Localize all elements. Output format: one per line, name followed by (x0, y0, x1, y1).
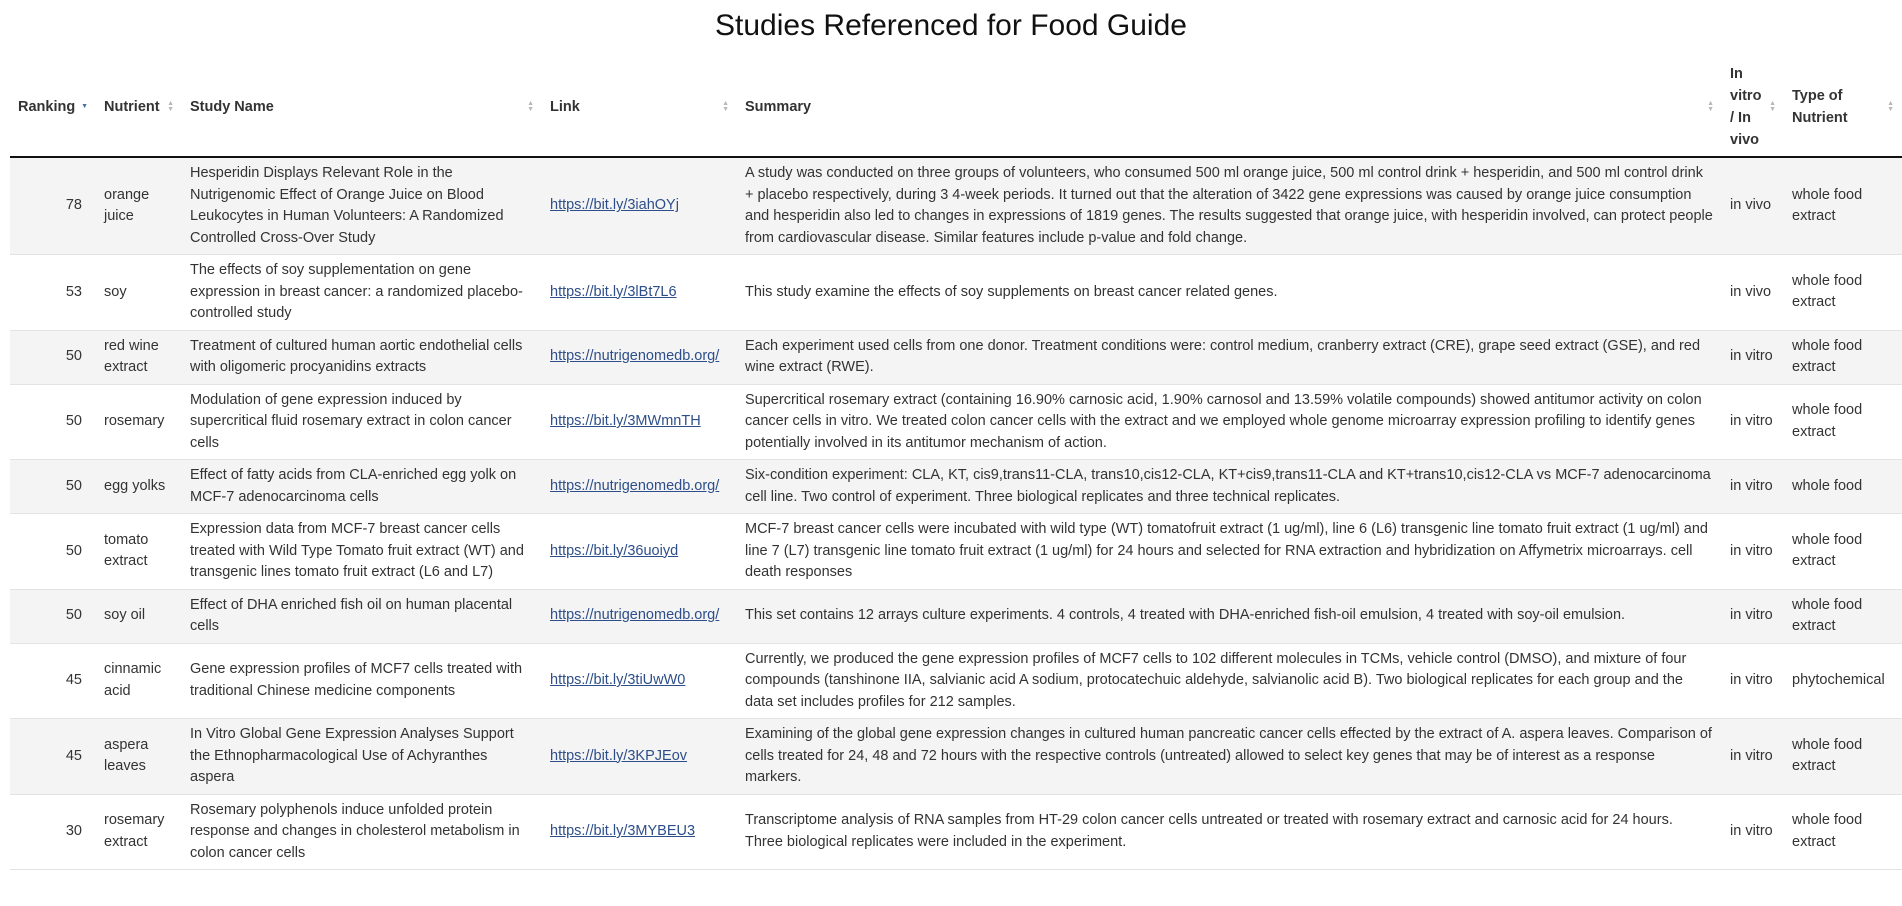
link-cell (542, 460, 737, 514)
column-header-label: Nutrient (104, 99, 160, 115)
ranking-cell: 78 (65, 197, 82, 214)
type-of-nutrient-cell: whole food extract (1792, 531, 1863, 570)
ranking-cell: 45 (65, 747, 82, 764)
table-row (10, 643, 1902, 719)
summary-cell: Each experiment used cells from one donor. Treatment conditions were: control medium, cranberry extract (CRE), grape seed extract (GSE), and red wine extract (RWE). (745, 337, 1701, 375)
ranking-cell: 45 (65, 672, 82, 688)
nutrient-cell: rosemary (104, 413, 165, 429)
study-name-cell: Effect of fatty acids from CLA-enriched egg yolk on MCF-7 adenocarcinoma cells (190, 467, 517, 505)
column-header-label: Type of Nutrient (1792, 88, 1848, 126)
page-title: Studies Referenced for Food Guide (715, 9, 1187, 42)
nutrient-cell: soy (104, 283, 127, 300)
study-name-cell: Effect of DHA enriched fish oil on human placental cells (190, 596, 513, 634)
type-of-nutrient-cell: whole food extract (1792, 272, 1863, 311)
link-cell (542, 643, 737, 719)
nutrient-cell: rosemary extract (104, 812, 165, 850)
studies-table (10, 58, 1902, 870)
vitro-vivo-cell: in vitro (1730, 477, 1773, 494)
vitro-vivo-cell: in vitro (1730, 413, 1773, 429)
table-row (10, 719, 1902, 795)
study-link[interactable]: https://bit.ly/3KPJEov (550, 747, 688, 764)
link-cell (542, 589, 737, 643)
type-of-nutrient-cell: whole food extract (1792, 596, 1863, 634)
vitro-vivo-cell: in vitro (1730, 348, 1773, 365)
link-cell (542, 514, 737, 590)
summary-cell: Six-condition experiment: CLA, KT, cis9,trans11-CLA, trans10,cis12-CLA, KT+cis9,trans11-CLA and KT+trans10,cis12-CLA vs MCF-7 adenocarcinoma cell line. Two control of experiment. Three biological replicates and three technical replicates. (745, 467, 1711, 505)
vitro-vivo-cell: in vitro (1730, 542, 1773, 559)
sort-icon[interactable]: ▲ ▼ (527, 100, 534, 113)
study-link[interactable]: https://bit.ly/36uoiyd (550, 542, 679, 559)
summary-cell: A study was conducted on three groups of volunteers, who consumed 500 ml orange juice, 500 ml control drink + hesperidin, and 500 ml control drink + placebo respectively, during 3 4-week periods. It turned out that the alteration of 3422 gene expressions was caused by orange juice consumption and hesperidin also led to changes in expressions of 1819 genes. The results suggested that orange juice, with hesperidin involved, can protect people from cardiovascular disease. Similar features include p-value and fold change. (745, 165, 1713, 246)
study-name-cell: Modulation of gene expression induced by supercritical fluid rosemary extract in colon cancer cells (190, 391, 512, 451)
study-name-cell: Expression data from MCF-7 breast cancer cells treated with Wild Type Tomato fruit extract (WT) and transgenic lines tomato fruit extract (L6 and L7) (190, 521, 524, 580)
column-header-type-of-nutrient[interactable] (1784, 58, 1902, 157)
ranking-cell: 50 (65, 542, 82, 559)
nutrient-cell: tomato extract (104, 531, 149, 570)
type-of-nutrient-cell: whole food extract (1792, 402, 1863, 440)
summary-cell: Currently, we produced the gene expression profiles of MCF7 cells to 102 different molecules in TCMs, vehicle control (DMSO), and mixture of four compounds (tanshinone IIA, salvianic acid A sodium, protocatechuic aldehyde, salvianolic acid B). Two biological replicates for each group and the data set includes profiles for 212 samples. (745, 650, 1687, 710)
vitro-vivo-cell: in vitro (1730, 823, 1773, 839)
column-header-ranking[interactable] (10, 58, 96, 157)
column-header-link[interactable] (542, 58, 737, 157)
study-link[interactable]: https://bit.ly/3MWmnTH (550, 413, 701, 429)
study-name-cell: Rosemary polyphenols induce unfolded protein response and changes in cholesterol metabolism in colon cancer cells (190, 801, 520, 861)
column-header-vitro-vivo[interactable] (1722, 58, 1784, 157)
nutrient-cell: red wine extract (104, 337, 159, 375)
ranking-cell: 30 (65, 823, 82, 839)
type-of-nutrient-cell: whole food extract (1792, 337, 1863, 375)
column-header-label: Ranking (18, 99, 76, 115)
link-cell (542, 157, 737, 255)
nutrient-cell: cinnamic acid (104, 661, 162, 699)
summary-cell: This study examine the effects of soy supplements on breast cancer related genes. (745, 283, 1278, 300)
table-row (10, 384, 1902, 460)
study-name-cell: In Vitro Global Gene Expression Analyses Support the Ethnopharmacological Use of Achyranthes aspera (190, 726, 514, 785)
study-link[interactable]: https://bit.ly/3MYBEU3 (550, 823, 696, 839)
nutrient-cell: orange juice (104, 186, 150, 224)
type-of-nutrient-cell: whole food (1792, 477, 1863, 494)
column-header-nutrient[interactable] (96, 58, 182, 157)
table-row (10, 589, 1902, 643)
study-name-cell: The effects of soy supplementation on gene expression in breast cancer: a randomized placebo-controlled study (190, 262, 523, 321)
table-body (10, 157, 1902, 870)
ranking-cell: 50 (65, 607, 82, 624)
sort-icon[interactable]: ▲ ▼ (1707, 100, 1714, 113)
summary-cell: This set contains 12 arrays culture experiments. 4 controls, 4 treated with DHA-enriched fish-oil emulsion, 4 treated with soy-oil emulsion. (745, 607, 1626, 624)
summary-cell: Supercritical rosemary extract (containing 16.90% carnosic acid, 1.90% carnosol and 13.59% volatile compounds) showed antitumor activity on colon cancer cells in vitro. We treated colon cancer cells with the extract and we employed whole genome microarray expression profiling to identify genes potentially involved in its antitumor mechanism of action. (745, 391, 1702, 451)
ranking-cell: 50 (65, 477, 82, 494)
study-link[interactable]: https://bit.ly/3lBt7L6 (550, 283, 677, 300)
link-cell (542, 384, 737, 460)
ranking-cell: 50 (65, 413, 82, 429)
study-link[interactable]: https://nutrigenomedb.org/ (550, 607, 720, 624)
sort-icon[interactable]: ▲ ▼ (1769, 100, 1776, 113)
vitro-vivo-cell: in vitro (1730, 747, 1773, 764)
table-row (10, 330, 1902, 384)
sort-descending-icon[interactable]: ▼ (81, 103, 88, 110)
column-header-label: Study Name (190, 99, 274, 115)
sort-icon[interactable]: ▲ ▼ (1887, 100, 1894, 113)
nutrient-cell: soy oil (104, 607, 146, 624)
type-of-nutrient-cell: whole food extract (1792, 812, 1863, 850)
type-of-nutrient-cell: whole food extract (1792, 186, 1863, 224)
table-row (10, 794, 1902, 870)
link-cell (542, 255, 737, 331)
vitro-vivo-cell: in vivo (1730, 197, 1772, 214)
link-cell (542, 719, 737, 795)
table-row (10, 514, 1902, 590)
column-header-study-name[interactable] (182, 58, 542, 157)
nutrient-cell: aspera leaves (104, 736, 149, 775)
ranking-cell: 53 (65, 283, 82, 300)
study-name-cell: Hesperidin Displays Relevant Role in the Nutrigenomic Effect of Orange Juice on Blood Leukocytes in Human Volunteers: A Randomized Controlled Cross-Over Study (190, 165, 504, 246)
summary-cell: Transcriptome analysis of RNA samples from HT-29 colon cancer cells untreated or treated with rosemary extract and carnosic acid for 24 hours. Three biological replicates were included in the experiment. (745, 812, 1673, 850)
vitro-vivo-cell: in vivo (1730, 283, 1772, 300)
type-of-nutrient-cell: phytochemical (1792, 672, 1885, 688)
nutrient-cell: egg yolks (104, 477, 166, 494)
ranking-cell: 50 (65, 348, 82, 365)
column-header-summary[interactable] (737, 58, 1722, 157)
sort-icon[interactable]: ▲ ▼ (167, 100, 174, 113)
study-link[interactable]: https://nutrigenomedb.org/ (550, 348, 720, 365)
vitro-vivo-cell: in vitro (1730, 672, 1773, 688)
type-of-nutrient-cell: whole food extract (1792, 736, 1863, 775)
study-link[interactable]: https://bit.ly/3iahOYj (550, 197, 679, 214)
column-header-label: Link (550, 99, 580, 115)
study-name-cell: Treatment of cultured human aortic endothelial cells with oligomeric procyanidins extracts (190, 337, 523, 375)
header-row (10, 58, 1902, 157)
column-header-label: In vitro / In vivo (1730, 66, 1762, 148)
summary-cell: Examining of the global gene expression changes in cultured human pancreatic cancer cells effected by the extract of A. aspera leaves. Comparison of cells treated for 24, 48 and 72 hours with the respective controls (untreated) allowed to select key genes that may be of interest as a response markers. (745, 726, 1712, 785)
sort-icon[interactable]: ▲ ▼ (722, 100, 729, 113)
table-header (10, 58, 1902, 157)
summary-cell: MCF-7 breast cancer cells were incubated with wild type (WT) tomatofruit extract (1 ug/ml), line 6 (L6) transgenic line tomato fruit extract (1 ug/ml) and line 7 (L7) transgenic line tomato fruit extract (1 ug/ml) for 24 hours and selected for RNA extraction and hybridization on Affymetrix microarrays. cell death responses (745, 521, 1708, 580)
study-link[interactable]: https://bit.ly/3tiUwW0 (550, 672, 686, 688)
link-cell (542, 794, 737, 870)
table-row (10, 460, 1902, 514)
table-row (10, 157, 1902, 255)
study-name-cell: Gene expression profiles of MCF7 cells treated with traditional Chinese medicine components (190, 661, 523, 699)
column-header-label: Summary (745, 99, 812, 115)
link-cell (542, 330, 737, 384)
vitro-vivo-cell: in vitro (1730, 607, 1773, 624)
study-link[interactable]: https://nutrigenomedb.org/ (550, 477, 720, 494)
table-row (10, 255, 1902, 331)
